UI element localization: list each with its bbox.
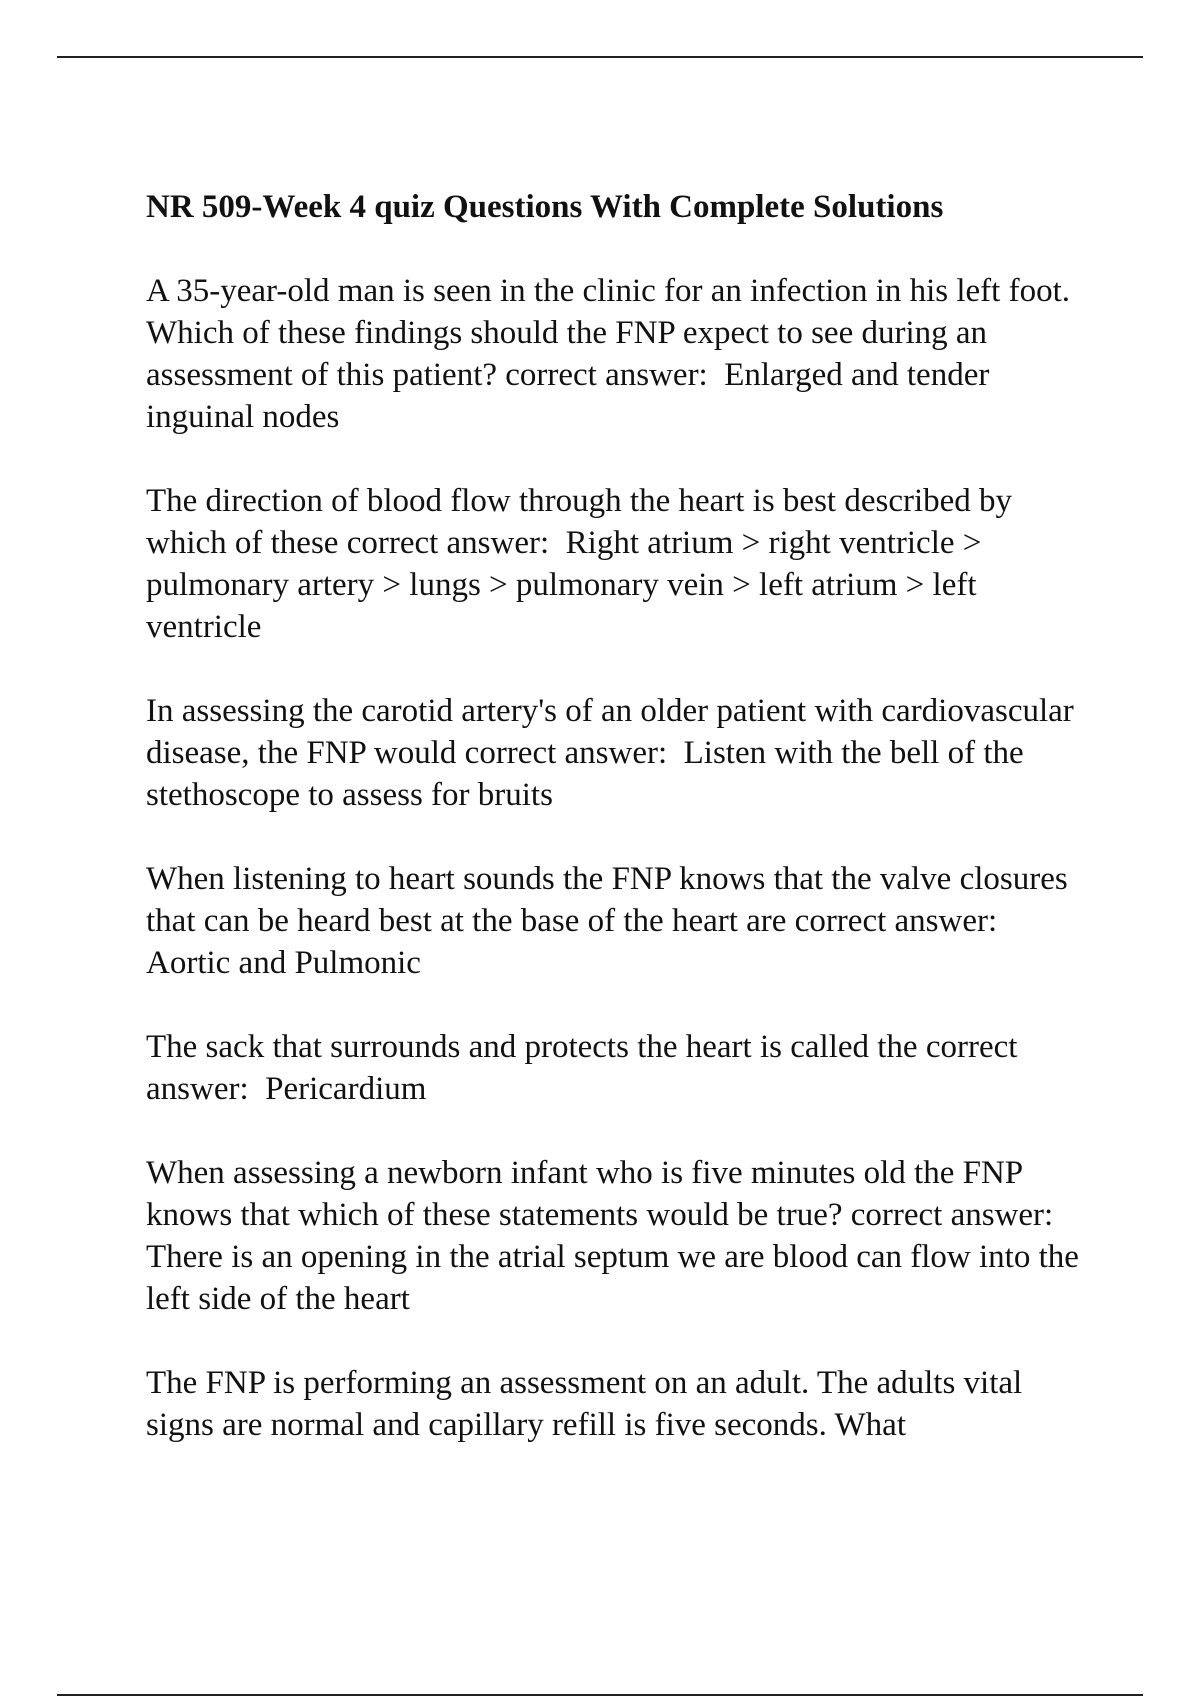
top-rule [57,56,1143,58]
document-body [146,186,1096,1488]
question-item: When assessing a newborn infant who is five minutes old the FNP knows that which of these statements would be true? correct answer: There is an opening in the atrial septum we are blood can flow into the left side of the heart [146,1155,1088,1317]
question-item: The sack that surrounds and protects the heart is called the correct answer: Pericardium [146,1029,1026,1107]
question-item: When listening to heart sounds the FNP knows that the valve closures that can be heard best at the base of the heart are correct answer: Aortic and Pulmonic [146,861,1076,981]
question-item: A 35-year-old man is seen in the clinic for an infection in his left foot. Which of these findings should the FNP expect to see during an assessment of this patient? correct answer: Enlarged and tender inguinal nodes [146,273,1078,435]
document-title: NR 509-Week 4 quiz Questions With Complete Solutions [146,189,944,225]
question-item: The direction of blood flow through the heart is best described by which of these correct answer: Right atrium > right ventricle > pulmonary artery > lungs > pulmonary vein > left atrium > left ventricle [146,483,1021,645]
question-item: In assessing the carotid artery's of an older patient with cardiovascular disease, the FNP would correct answer: Listen with the bell of the stethoscope to assess for bruits [146,693,1083,813]
question-item: The FNP is performing an assessment on an adult. The adults vital signs are normal and capillary refill is five seconds. What [146,1365,1031,1443]
bottom-rule [57,1694,1143,1696]
